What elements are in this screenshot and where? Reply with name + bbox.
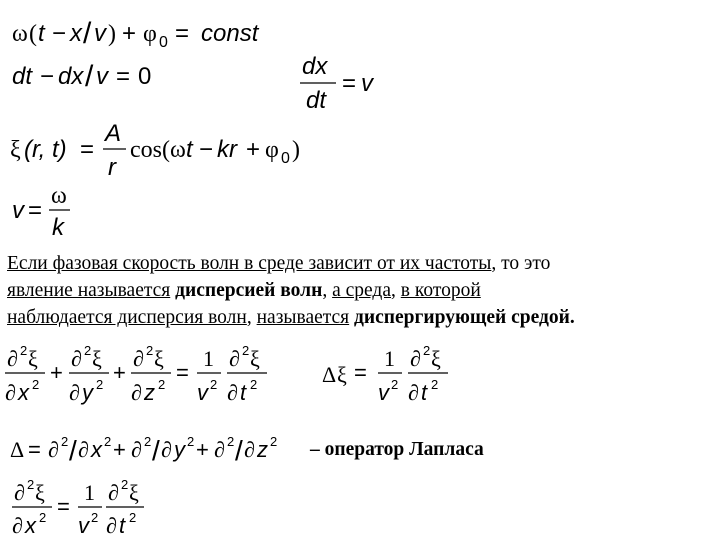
svg-text:∂: ∂ [78, 437, 89, 462]
svg-text:/: / [235, 435, 243, 466]
phi-symbol: φ [143, 21, 157, 47]
svg-text:=: = [28, 437, 41, 462]
dispersion-definition [7, 250, 715, 331]
svg-text:kr: kr [217, 136, 237, 163]
definition-line-3: наблюдается дисперсия волн, называется диспергирующей средой. [7, 307, 575, 328]
svg-text:∂: ∂ [214, 437, 225, 462]
formula-velocity-derivative [300, 50, 390, 116]
svg-text:=: = [176, 360, 189, 385]
svg-text:t: t [186, 136, 193, 163]
svg-text:∂: ∂ [108, 480, 119, 505]
svg-text:2: 2 [27, 477, 35, 492]
svg-text:∂: ∂ [229, 346, 240, 371]
formula-dt-relation [12, 57, 162, 93]
svg-text:t: t [119, 513, 126, 538]
svg-text:∂: ∂ [48, 437, 59, 462]
svg-text:v: v [12, 197, 24, 224]
formula-phase-velocity [12, 185, 92, 241]
svg-text:−: − [199, 136, 214, 163]
svg-text:2: 2 [121, 477, 129, 492]
svg-text:∂: ∂ [410, 346, 421, 371]
svg-text:t: t [421, 380, 428, 405]
svg-text:t: t [38, 20, 45, 47]
svg-text:dx: dx [58, 63, 84, 90]
svg-text:−: − [52, 20, 67, 47]
svg-text:+: + [246, 136, 261, 163]
svg-text:v: v [361, 70, 373, 97]
svg-text:=: = [28, 197, 43, 224]
omega-symbol: ω [12, 21, 28, 47]
svg-text:(r, t): (r, t) [24, 136, 67, 163]
definition-line-1: Если фазовая скорость волн в среде зависит от их частоты, то это [7, 253, 551, 274]
svg-text:∂: ∂ [7, 346, 18, 371]
svg-text:+: + [113, 360, 126, 385]
svg-text:y: y [82, 380, 93, 405]
svg-text:2: 2 [91, 510, 99, 525]
svg-text:2: 2 [61, 434, 69, 449]
svg-text:x: x [25, 513, 36, 538]
svg-text:dt: dt [306, 87, 327, 114]
xi-symbol: ξ [10, 137, 21, 163]
svg-text:∂: ∂ [5, 380, 16, 405]
svg-text:): ) [292, 137, 300, 163]
svg-text:0: 0 [281, 150, 290, 167]
svg-text:2: 2 [250, 377, 258, 392]
svg-text:2: 2 [144, 434, 152, 449]
svg-text:0: 0 [159, 34, 168, 51]
svg-text:∂: ∂ [131, 437, 142, 462]
svg-text:1: 1 [84, 480, 95, 505]
svg-text:2: 2 [129, 510, 137, 525]
svg-text:/: / [152, 435, 160, 466]
svg-text:ξ: ξ [129, 480, 139, 505]
svg-text:z: z [144, 380, 155, 405]
formula-spherical-wave [10, 117, 310, 183]
formula-phase-constant [12, 14, 282, 54]
svg-text:1: 1 [203, 346, 214, 371]
svg-text:2: 2 [20, 343, 28, 358]
svg-text:=: = [57, 494, 70, 519]
svg-text:2: 2 [96, 377, 104, 392]
svg-text:dx: dx [302, 53, 328, 80]
term-dispersive-medium: диспергирующей средой. [349, 307, 575, 328]
svg-text:∂: ∂ [71, 346, 82, 371]
svg-text:ω: ω [51, 183, 67, 209]
svg-text:/: / [85, 60, 94, 93]
svg-text:=: = [354, 360, 367, 385]
svg-text:ξ: ξ [431, 346, 441, 371]
svg-text:=: = [175, 20, 190, 47]
svg-text:=: = [116, 63, 131, 90]
svg-text:v: v [94, 20, 106, 47]
svg-text:∂: ∂ [14, 480, 25, 505]
svg-text:x: x [18, 380, 29, 405]
svg-text:ξ: ξ [250, 346, 260, 371]
svg-text:0: 0 [138, 63, 152, 90]
svg-text:v: v [96, 63, 108, 90]
svg-text:z: z [257, 437, 268, 462]
svg-text:x: x [70, 20, 82, 47]
svg-text:/: / [69, 435, 77, 466]
svg-text:2: 2 [84, 343, 92, 358]
svg-text:ξ: ξ [28, 346, 38, 371]
laplacian-symbol: Δ [322, 362, 337, 387]
svg-text:2: 2 [146, 343, 154, 358]
svg-text:=: = [342, 70, 357, 97]
svg-text:2: 2 [242, 343, 250, 358]
formula-wave-equation-1d [12, 478, 142, 540]
definition-line-2: явление называется дисперсией волн, а среда, в которой [7, 280, 481, 301]
svg-text:ξ: ξ [35, 480, 45, 505]
svg-text:): ) [108, 21, 116, 47]
svg-text:v: v [197, 380, 208, 405]
svg-text:2: 2 [104, 434, 112, 449]
formula-laplace-operator [10, 430, 310, 470]
svg-text:=: = [80, 136, 95, 163]
svg-text:(: ( [29, 21, 37, 47]
svg-text:2: 2 [227, 434, 235, 449]
svg-text:cos(ω: cos(ω [130, 137, 186, 163]
svg-text:+: + [50, 360, 63, 385]
svg-text:/: / [83, 17, 92, 50]
svg-text:ξ: ξ [154, 346, 164, 371]
svg-text:y: y [174, 437, 185, 462]
svg-text:x: x [91, 437, 102, 462]
svg-text:∂: ∂ [131, 380, 142, 405]
svg-text:∂: ∂ [408, 380, 419, 405]
svg-text:ξ: ξ [92, 346, 102, 371]
svg-text:∂: ∂ [161, 437, 172, 462]
svg-text:v: v [378, 380, 389, 405]
svg-text:v: v [78, 513, 89, 538]
svg-text:+: + [122, 20, 137, 47]
svg-text:2: 2 [270, 434, 278, 449]
svg-text:2: 2 [187, 434, 195, 449]
svg-text:const: const [201, 20, 259, 47]
svg-text:r: r [108, 154, 116, 181]
svg-text:∂: ∂ [69, 380, 80, 405]
svg-text:∂: ∂ [227, 380, 238, 405]
svg-text:2: 2 [423, 343, 431, 358]
svg-text:dt: dt [12, 63, 33, 90]
svg-text:∂: ∂ [106, 513, 117, 538]
laplace-operator-label: – оператор Лапласа [310, 439, 484, 460]
svg-text:ξ: ξ [337, 362, 347, 387]
svg-text:Δ: Δ [10, 437, 25, 462]
svg-text:k: k [52, 214, 64, 241]
svg-text:φ: φ [265, 137, 279, 163]
formula-wave-equation-3d [5, 342, 280, 412]
svg-text:t: t [240, 380, 247, 405]
svg-text:+: + [196, 437, 209, 462]
svg-text:1: 1 [384, 346, 395, 371]
svg-text:−: − [40, 63, 55, 90]
svg-text:2: 2 [158, 377, 166, 392]
svg-text:2: 2 [39, 510, 47, 525]
svg-text:∂: ∂ [12, 513, 23, 538]
svg-text:∂: ∂ [244, 437, 255, 462]
svg-text:A: A [105, 120, 122, 147]
svg-text:2: 2 [210, 377, 218, 392]
formula-wave-equation-laplacian [322, 342, 452, 412]
svg-text:2: 2 [391, 377, 399, 392]
svg-text:2: 2 [431, 377, 439, 392]
svg-text:2: 2 [32, 377, 40, 392]
svg-text:∂: ∂ [133, 346, 144, 371]
svg-text:+: + [113, 437, 126, 462]
term-wave-dispersion: дисперсией волн [170, 280, 323, 301]
